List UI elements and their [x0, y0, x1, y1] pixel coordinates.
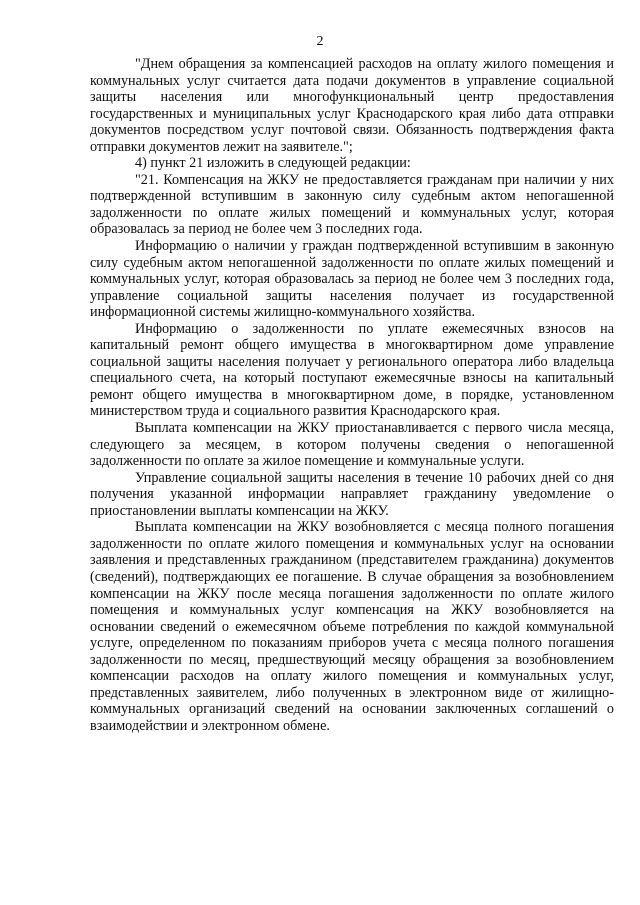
paragraph-debt-information: Информацию о наличии у граждан подтвержденной вступившим в законную силу судебным актом непогашенной задолженности по оплате жилых помещений и коммунальных услуг, которая образовалась за период не более чем 3 последних года, управление социальной защиты населения получает из государственной информационной системы жилищно-коммунального хозяйства.: [90, 238, 614, 321]
paragraph-item-4: 4) пункт 21 изложить в следующей редакции:: [135, 155, 411, 172]
paragraph-notification: Управление социальной защиты населения в течение 10 рабочих дней со дня получения указанной информации направляет гражданину уведомление о приостановлении выплаты компенсации на ЖКУ.: [90, 469, 614, 519]
document-body: [90, 56, 614, 734]
page-number: 2: [316, 34, 324, 49]
paragraph-application-date: "Днем обращения за компенсацией расходов на оплату жилого помещения и коммунальных услуг считается дата подачи документов в управление социальной защиты населения или многофункциональный центр предоставления государственных и муниципальных услуг Краснодарского края либо дата отправки документов посредством услуг почтовой связи. Обязанность подтверждения факта отправки документов лежит на заявителе.";: [90, 56, 614, 155]
paragraph-clause-21: "21. Компенсация на ЖКУ не предоставляется гражданам при наличии у них подтвержденной вступившим в законную силу судебным актом непогашенной задолженности по оплате жилых помещений и коммунальных услуг, которая образовалась за период не более чем 3 последних года.: [90, 171, 614, 238]
paragraph-resumption: Выплата компенсации на ЖКУ возобновляется с месяца полного погашения задолженности по оплате жилого помещения и коммунальных услуг на основании заявления и представленных гражданином (представителем гражданина) документов (сведений), подтверждающих ее погашение. В случае обращения за возобновлением компенсации на ЖКУ после месяца погашения задолженности по оплате жилого помещения и коммунальных услуг компенсация на ЖКУ возобновляется на основании сведений о ежемесячном объеме потребления по каждой коммунальной услуге, определенном по показаниям приборов учета с месяца полного погашения задолженности по месяц, предшествующий месяцу обращения за возобновлением компенсации расходов на оплату жилого помещения и коммунальных услуг, представленных заявителем, либо полученных в электронном виде от жилищно-коммунальных организаций сведений на основании заключенных соглашений о взаимодействии и электронном обмене.: [90, 519, 614, 734]
paragraph-suspension: Выплата компенсации на ЖКУ приостанавливается с первого числа месяца, следующего за месяцем, в котором получены сведения о непогашенной задолженности по оплате за жилое помещение и коммунальные услуги.: [90, 420, 614, 470]
paragraph-capital-repair: Информацию о задолженности по уплате ежемесячных взносов на капитальный ремонт общего имущества в многоквартирном доме управление социальной защиты населения получает у регионального оператора либо владельца специального счета, на который поступают ежемесячные взносы на капитальный ремонт общего имущества в многоквартирном доме, в порядке, установленном министерством труда и социального развития Краснодарского края.: [90, 320, 614, 420]
